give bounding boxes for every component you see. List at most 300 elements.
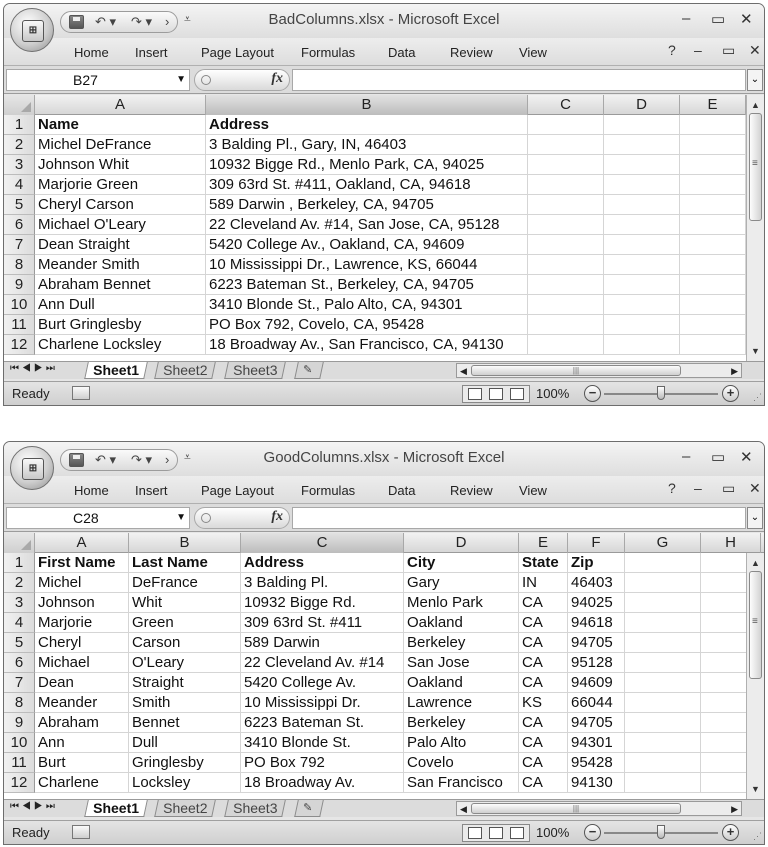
scroll-left-icon[interactable]: ◀ <box>460 804 467 814</box>
table-row <box>4 115 748 135</box>
vertical-scroll-thumb[interactable] <box>749 571 762 679</box>
close-icon[interactable]: ✕ <box>740 449 753 466</box>
row-header[interactable]: 5 <box>4 195 35 215</box>
sheet-nav-icons[interactable]: ⏮◀▶⏭ <box>10 801 58 812</box>
tab-formulas[interactable]: Formulas <box>301 45 356 60</box>
cell-c1[interactable]: Address <box>241 553 404 573</box>
cell-g5[interactable] <box>625 633 701 653</box>
office-button[interactable] <box>10 8 54 52</box>
vertical-scrollbar[interactable] <box>746 553 764 799</box>
cell-a8[interactable]: Meander <box>35 693 129 713</box>
column-header-b[interactable]: B <box>206 95 528 115</box>
row-header[interactable]: 11 <box>4 753 35 773</box>
page-break-view-icon[interactable] <box>510 388 524 400</box>
cell-g2[interactable] <box>625 573 701 593</box>
row-header[interactable]: 1 <box>4 115 35 135</box>
tab-sheet1[interactable]: Sheet1 <box>84 800 148 817</box>
ribbon-close-icon[interactable]: ✕ <box>749 42 761 58</box>
zoom-slider-handle[interactable] <box>657 386 665 400</box>
cell-c7[interactable]: 5420 College Av. <box>241 673 404 693</box>
column-header-a[interactable]: A <box>35 95 206 115</box>
cell-g10[interactable] <box>625 733 701 753</box>
cell-a5[interactable]: Cheryl <box>35 633 129 653</box>
column-header-c[interactable]: C <box>241 533 404 553</box>
cell-c12[interactable] <box>528 335 604 355</box>
customize-qat-icon[interactable]: ⩡ <box>184 450 191 464</box>
insert-sheet-icon[interactable]: ✎ <box>294 362 324 379</box>
row-header[interactable]: 8 <box>4 693 35 713</box>
table-row <box>4 553 748 573</box>
cell-d10[interactable]: Palo Alto <box>404 733 519 753</box>
horizontal-scroll-thumb[interactable]: ||| <box>471 803 681 814</box>
cell-b8[interactable]: Smith <box>129 693 241 713</box>
tab-data[interactable]: Data <box>388 483 416 498</box>
title-bar <box>4 442 764 476</box>
redo-icon[interactable]: ↷ ▾ <box>131 14 153 29</box>
cell-a9[interactable]: Abraham Bennet <box>35 275 206 295</box>
row-header[interactable]: 2 <box>4 573 35 593</box>
cell-f8[interactable]: 66044 <box>568 693 625 713</box>
cell-e9[interactable] <box>680 275 746 295</box>
cell-e12[interactable]: CA <box>519 773 568 793</box>
row-header[interactable]: 4 <box>4 175 35 195</box>
cell-a6[interactable]: Michael <box>35 653 129 673</box>
cell-c9[interactable] <box>528 275 604 295</box>
function-pill[interactable] <box>194 507 290 529</box>
excel-window-bad-columns <box>3 3 765 406</box>
close-icon[interactable]: ✕ <box>740 11 753 28</box>
cell-a3[interactable]: Johnson <box>35 593 129 613</box>
sheet-tabs-bar <box>4 799 764 817</box>
row-header[interactable]: 10 <box>4 295 35 315</box>
column-header-f[interactable]: F <box>568 533 625 553</box>
sheet-nav-icons[interactable]: ⏮◀▶⏭ <box>10 363 58 374</box>
cell-b2[interactable]: DeFrance <box>129 573 241 593</box>
column-header-d[interactable]: D <box>604 95 680 115</box>
macro-record-icon[interactable] <box>72 825 90 839</box>
cell-d1[interactable]: City <box>404 553 519 573</box>
scroll-down-icon[interactable]: ▼ <box>751 346 760 356</box>
cell-b7[interactable]: Straight <box>129 673 241 693</box>
cell-c7[interactable] <box>528 235 604 255</box>
cell-d4[interactable]: Oakland <box>404 613 519 633</box>
tab-sheet3[interactable]: Sheet3 <box>224 362 286 379</box>
cell-c11[interactable] <box>528 315 604 335</box>
horizontal-scroll-thumb[interactable]: ||| <box>471 365 681 376</box>
cell-c8[interactable]: 10 Mississippi Dr. <box>241 693 404 713</box>
macro-record-icon[interactable] <box>72 386 90 400</box>
cell-a6[interactable]: Michael O'Leary <box>35 215 206 235</box>
row-header[interactable]: 10 <box>4 733 35 753</box>
cell-e8[interactable] <box>680 255 746 275</box>
cell-f1[interactable]: Zip <box>568 553 625 573</box>
qat-chevron-icon[interactable]: › <box>165 14 170 29</box>
row-header[interactable]: 1 <box>4 553 35 573</box>
maximize-icon[interactable]: ▭ <box>711 11 726 28</box>
cell-b10[interactable]: Dull <box>129 733 241 753</box>
cell-b7[interactable]: 5420 College Av., Oakland, CA, 94609 <box>206 235 528 255</box>
scroll-down-icon[interactable]: ▼ <box>751 784 760 794</box>
cell-c5[interactable] <box>528 195 604 215</box>
cell-e9[interactable]: CA <box>519 713 568 733</box>
column-header-h[interactable]: H <box>701 533 761 553</box>
resize-grip-icon[interactable]: ⋰ <box>753 392 762 402</box>
row-header[interactable]: 2 <box>4 135 35 155</box>
cell-b9[interactable]: 6223 Bateman St., Berkeley, CA, 94705 <box>206 275 528 295</box>
cell-f3[interactable]: 94025 <box>568 593 625 613</box>
cell-f12[interactable]: 94130 <box>568 773 625 793</box>
tab-home[interactable]: Home <box>74 483 109 498</box>
column-header-a[interactable]: A <box>35 533 129 553</box>
cell-e5[interactable]: CA <box>519 633 568 653</box>
zoom-out-icon[interactable]: − <box>584 824 601 841</box>
cell-d8[interactable]: Lawrence <box>404 693 519 713</box>
cell-e4[interactable]: CA <box>519 613 568 633</box>
row-header[interactable]: 7 <box>4 235 35 255</box>
cell-a4[interactable]: Marjorie <box>35 613 129 633</box>
ribbon-minimize-icon[interactable]: – <box>694 42 702 58</box>
cell-d2[interactable]: Gary <box>404 573 519 593</box>
page-layout-view-icon[interactable] <box>489 827 503 839</box>
cell-g3[interactable] <box>625 593 701 613</box>
insert-function-icon[interactable]: fx <box>271 509 283 524</box>
row-header[interactable]: 6 <box>4 653 35 673</box>
cell-e6[interactable]: CA <box>519 653 568 673</box>
table-row <box>4 215 748 235</box>
cell-b9[interactable]: Bennet <box>129 713 241 733</box>
cell-e10[interactable] <box>680 295 746 315</box>
cell-g9[interactable] <box>625 713 701 733</box>
cell-g11[interactable] <box>625 753 701 773</box>
maximize-icon[interactable]: ▭ <box>711 449 726 466</box>
tab-review[interactable]: Review <box>450 45 493 60</box>
zoom-level[interactable]: 100% <box>536 386 570 401</box>
cell-c2[interactable] <box>528 135 604 155</box>
tab-formulas[interactable]: Formulas <box>301 483 356 498</box>
spreadsheet-grid[interactable] <box>4 95 764 361</box>
office-button[interactable] <box>10 446 54 490</box>
cell-b12[interactable]: 18 Broadway Av., San Francisco, CA, 94130 <box>206 335 528 355</box>
row-header[interactable]: 11 <box>4 315 35 335</box>
cell-a3[interactable]: Johnson Whit <box>35 155 206 175</box>
customize-qat-icon[interactable]: ⩡ <box>184 12 191 26</box>
zoom-out-icon[interactable]: − <box>584 385 601 402</box>
row-header[interactable]: 9 <box>4 275 35 295</box>
cell-e2[interactable] <box>680 135 746 155</box>
column-header-b[interactable]: B <box>129 533 241 553</box>
help-icon[interactable]: ? <box>668 480 676 496</box>
scroll-left-icon[interactable]: ◀ <box>460 366 467 376</box>
cell-a4[interactable]: Marjorie Green <box>35 175 206 195</box>
window-title: BadColumns.xlsx - Microsoft Excel <box>268 11 500 28</box>
cell-g6[interactable] <box>625 653 701 673</box>
cell-f5[interactable]: 94705 <box>568 633 625 653</box>
grid-rows <box>4 553 748 793</box>
cell-e2[interactable]: IN <box>519 573 568 593</box>
expand-formula-bar-icon[interactable]: ⌄ <box>747 507 763 529</box>
resize-grip-icon[interactable]: ⋰ <box>753 831 762 841</box>
normal-view-icon[interactable] <box>468 827 482 839</box>
vertical-scroll-thumb[interactable] <box>749 113 762 221</box>
row-header[interactable]: 8 <box>4 255 35 275</box>
cell-f9[interactable]: 94705 <box>568 713 625 733</box>
row-header[interactable]: 7 <box>4 673 35 693</box>
undo-icon[interactable]: ↶ ▾ <box>95 14 117 29</box>
cell-c11[interactable]: PO Box 792 <box>241 753 404 773</box>
column-header-e[interactable]: E <box>680 95 746 115</box>
tab-view[interactable]: View <box>519 483 547 498</box>
cell-f10[interactable]: 94301 <box>568 733 625 753</box>
cell-d3[interactable]: Menlo Park <box>404 593 519 613</box>
cell-d11[interactable] <box>604 315 680 335</box>
cell-a9[interactable]: Abraham <box>35 713 129 733</box>
cell-g4[interactable] <box>625 613 701 633</box>
cell-g12[interactable] <box>625 773 701 793</box>
cell-e5[interactable] <box>680 195 746 215</box>
cell-c1[interactable] <box>528 115 604 135</box>
row-header[interactable]: 3 <box>4 593 35 613</box>
cell-d4[interactable] <box>604 175 680 195</box>
tab-sheet2[interactable]: Sheet2 <box>154 800 216 817</box>
vertical-scrollbar[interactable] <box>746 95 764 361</box>
cell-e11[interactable] <box>680 315 746 335</box>
undo-icon[interactable]: ↶ ▾ <box>95 452 117 467</box>
zoom-level[interactable]: 100% <box>536 825 570 840</box>
cell-d6[interactable] <box>604 215 680 235</box>
cell-c10[interactable]: 3410 Blonde St. <box>241 733 404 753</box>
cell-g1[interactable] <box>625 553 701 573</box>
row-header[interactable]: 9 <box>4 713 35 733</box>
column-header-c[interactable]: C <box>528 95 604 115</box>
spreadsheet-grid[interactable] <box>4 533 764 799</box>
cell-f7[interactable]: 94609 <box>568 673 625 693</box>
cell-d7[interactable] <box>604 235 680 255</box>
cell-e1[interactable] <box>680 115 746 135</box>
cell-a12[interactable]: Charlene Locksley <box>35 335 206 355</box>
cell-c6[interactable] <box>528 215 604 235</box>
cell-c4[interactable]: 309 63rd St. #411 <box>241 613 404 633</box>
cell-d12[interactable] <box>604 335 680 355</box>
select-all-corner[interactable] <box>4 533 35 553</box>
cell-d7[interactable]: Oakland <box>404 673 519 693</box>
cell-b11[interactable]: PO Box 792, Covelo, CA, 95428 <box>206 315 528 335</box>
scroll-right-icon[interactable]: ▶ <box>731 804 738 814</box>
cell-c6[interactable]: 22 Cleveland Av. #14 <box>241 653 404 673</box>
cell-c3[interactable]: 10932 Bigge Rd. <box>241 593 404 613</box>
zoom-slider-handle[interactable] <box>657 825 665 839</box>
tab-view[interactable]: View <box>519 45 547 60</box>
tab-review[interactable]: Review <box>450 483 493 498</box>
cell-b12[interactable]: Locksley <box>129 773 241 793</box>
cell-f2[interactable]: 46403 <box>568 573 625 593</box>
cell-a5[interactable]: Cheryl Carson <box>35 195 206 215</box>
cell-a10[interactable]: Ann <box>35 733 129 753</box>
cell-a11[interactable]: Burt <box>35 753 129 773</box>
tab-page-layout[interactable]: Page Layout <box>201 483 275 498</box>
horizontal-scrollbar[interactable] <box>456 363 742 378</box>
zoom-in-icon[interactable]: + <box>722 385 739 402</box>
cell-a10[interactable]: Ann Dull <box>35 295 206 315</box>
table-row <box>4 633 748 653</box>
cell-b5[interactable]: Carson <box>129 633 241 653</box>
scroll-right-icon[interactable]: ▶ <box>731 366 738 376</box>
cell-f6[interactable]: 95128 <box>568 653 625 673</box>
cell-e6[interactable] <box>680 215 746 235</box>
tab-sheet3[interactable]: Sheet3 <box>224 800 286 817</box>
row-header[interactable]: 12 <box>4 335 35 355</box>
table-row <box>4 693 748 713</box>
insert-function-icon[interactable]: fx <box>271 71 283 86</box>
table-row <box>4 773 748 793</box>
redo-icon[interactable]: ↷ ▾ <box>131 452 153 467</box>
page-layout-view-icon[interactable] <box>489 388 503 400</box>
cell-f11[interactable]: 95428 <box>568 753 625 773</box>
cell-b6[interactable]: 22 Cleveland Av. #14, San Jose, CA, 95128 <box>206 215 528 235</box>
cell-d9[interactable] <box>604 275 680 295</box>
title-bar <box>4 4 764 38</box>
cell-g8[interactable] <box>625 693 701 713</box>
row-header[interactable]: 3 <box>4 155 35 175</box>
cell-c5[interactable]: 589 Darwin <box>241 633 404 653</box>
cell-c12[interactable]: 18 Broadway Av. <box>241 773 404 793</box>
cell-c8[interactable] <box>528 255 604 275</box>
cell-d9[interactable]: Berkeley <box>404 713 519 733</box>
cell-b4[interactable]: Green <box>129 613 241 633</box>
cell-d2[interactable] <box>604 135 680 155</box>
row-header[interactable]: 6 <box>4 215 35 235</box>
name-box[interactable] <box>6 507 190 529</box>
cell-e8[interactable]: KS <box>519 693 568 713</box>
page-break-view-icon[interactable] <box>510 827 524 839</box>
row-header[interactable]: 12 <box>4 773 35 793</box>
status-text: Ready <box>12 386 50 401</box>
cell-a2[interactable]: Michel <box>35 573 129 593</box>
insert-sheet-icon[interactable]: ✎ <box>294 800 324 817</box>
ribbon-restore-icon[interactable]: ▭ <box>722 480 736 496</box>
name-box[interactable] <box>6 69 190 91</box>
cell-c10[interactable] <box>528 295 604 315</box>
cell-b2[interactable]: 3 Balding Pl., Gary, IN, 46403 <box>206 135 528 155</box>
function-pill[interactable] <box>194 69 290 91</box>
ribbon-minimize-icon[interactable]: – <box>694 480 702 496</box>
cell-c2[interactable]: 3 Balding Pl. <box>241 573 404 593</box>
tab-insert[interactable]: Insert <box>135 483 168 498</box>
formula-bar <box>4 65 764 94</box>
tab-home[interactable]: Home <box>74 45 109 60</box>
cell-d3[interactable] <box>604 155 680 175</box>
column-header-d[interactable]: D <box>404 533 519 553</box>
cell-d6[interactable]: San Jose <box>404 653 519 673</box>
column-header-e[interactable]: E <box>519 533 568 553</box>
table-row <box>4 175 748 195</box>
table-row <box>4 255 748 275</box>
cell-d5[interactable] <box>604 195 680 215</box>
minimize-icon[interactable]: – <box>682 448 691 465</box>
cell-a1[interactable]: First Name <box>35 553 129 573</box>
cell-a8[interactable]: Meander Smith <box>35 255 206 275</box>
cell-e12[interactable] <box>680 335 746 355</box>
status-bar <box>4 820 764 844</box>
cell-d12[interactable]: San Francisco <box>404 773 519 793</box>
scroll-up-icon[interactable]: ▲ <box>751 558 760 568</box>
expand-formula-bar-icon[interactable]: ⌄ <box>747 69 763 91</box>
cell-b5[interactable]: 589 Darwin , Berkeley, CA, 94705 <box>206 195 528 215</box>
cell-b4[interactable]: 309 63rd St. #411, Oakland, CA, 94618 <box>206 175 528 195</box>
normal-view-icon[interactable] <box>468 388 482 400</box>
cell-a7[interactable]: Dean <box>35 673 129 693</box>
tab-sheet1[interactable]: Sheet1 <box>84 362 148 379</box>
cell-b6[interactable]: O'Leary <box>129 653 241 673</box>
tab-page-layout[interactable]: Page Layout <box>201 45 275 60</box>
cell-d5[interactable]: Berkeley <box>404 633 519 653</box>
tab-insert[interactable]: Insert <box>135 45 168 60</box>
cell-b1[interactable]: Last Name <box>129 553 241 573</box>
row-header[interactable]: 4 <box>4 613 35 633</box>
cell-a12[interactable]: Charlene <box>35 773 129 793</box>
cell-a2[interactable]: Michel DeFrance <box>35 135 206 155</box>
grid-rows <box>4 115 748 355</box>
help-icon[interactable]: ? <box>668 42 676 58</box>
ribbon-close-icon[interactable]: ✕ <box>749 480 761 496</box>
tab-sheet2[interactable]: Sheet2 <box>154 362 216 379</box>
cell-f4[interactable]: 94618 <box>568 613 625 633</box>
cell-b3[interactable]: Whit <box>129 593 241 613</box>
formula-input[interactable] <box>292 69 746 91</box>
formula-input[interactable] <box>292 507 746 529</box>
cell-e4[interactable] <box>680 175 746 195</box>
tab-data[interactable]: Data <box>388 45 416 60</box>
cell-d10[interactable] <box>604 295 680 315</box>
cell-b10[interactable]: 3410 Blonde St., Palo Alto, CA, 94301 <box>206 295 528 315</box>
cell-c3[interactable] <box>528 155 604 175</box>
cell-e3[interactable]: CA <box>519 593 568 613</box>
table-row <box>4 573 748 593</box>
cell-b3[interactable]: 10932 Bigge Rd., Menlo Park, CA, 94025 <box>206 155 528 175</box>
scroll-up-icon[interactable]: ▲ <box>751 100 760 110</box>
cell-e7[interactable] <box>680 235 746 255</box>
minimize-icon[interactable]: – <box>682 10 691 27</box>
office-logo-icon: ⊞ <box>22 458 44 480</box>
cell-c9[interactable]: 6223 Bateman St. <box>241 713 404 733</box>
cell-c4[interactable] <box>528 175 604 195</box>
row-header[interactable]: 5 <box>4 633 35 653</box>
cell-e3[interactable] <box>680 155 746 175</box>
table-row <box>4 295 748 315</box>
cell-d8[interactable] <box>604 255 680 275</box>
cell-b1[interactable]: Address <box>206 115 528 135</box>
cell-b11[interactable]: Gringlesby <box>129 753 241 773</box>
cell-b8[interactable]: 10 Mississippi Dr., Lawrence, KS, 66044 <box>206 255 528 275</box>
cell-a1[interactable]: Name <box>35 115 206 135</box>
chevron-down-icon[interactable]: ▼ <box>176 512 186 523</box>
cell-e10[interactable]: CA <box>519 733 568 753</box>
cell-d11[interactable]: Covelo <box>404 753 519 773</box>
chevron-down-icon[interactable]: ▼ <box>176 74 186 85</box>
select-all-corner[interactable] <box>4 95 35 115</box>
zoom-in-icon[interactable]: + <box>722 824 739 841</box>
cell-e11[interactable]: CA <box>519 753 568 773</box>
cell-g7[interactable] <box>625 673 701 693</box>
qat-chevron-icon[interactable]: › <box>165 452 170 467</box>
cell-d1[interactable] <box>604 115 680 135</box>
cell-e1[interactable]: State <box>519 553 568 573</box>
cell-e7[interactable]: CA <box>519 673 568 693</box>
horizontal-scrollbar[interactable] <box>456 801 742 816</box>
ribbon-restore-icon[interactable]: ▭ <box>722 42 736 58</box>
cell-a7[interactable]: Dean Straight <box>35 235 206 255</box>
column-header-g[interactable]: G <box>625 533 701 553</box>
cell-a11[interactable]: Burt Gringlesby <box>35 315 206 335</box>
